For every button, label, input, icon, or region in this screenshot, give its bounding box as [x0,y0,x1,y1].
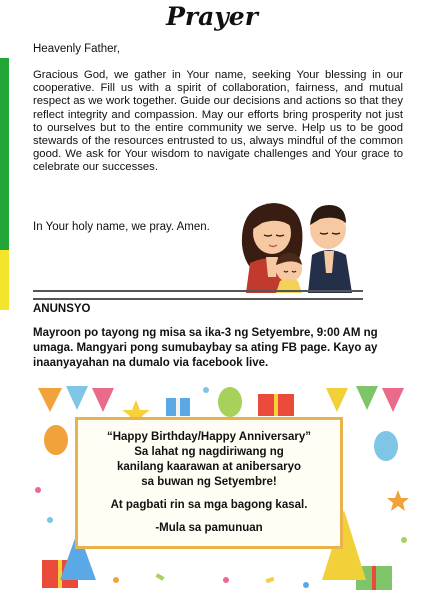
yellow-side-stripe [0,250,9,310]
greeting-text [78,430,340,490]
greeting-line-4: sa buwan ng Setyembre! [141,476,277,488]
wedding-wish: At pagbati rin sa mga bagong kasal. [110,499,308,511]
greeting-card [75,417,343,549]
greeting-signature: -Mula sa pamunuan [155,522,263,534]
praying-family-illustration [232,193,364,293]
page-title: Prayer [166,2,258,31]
greeting-line-2: Sa lahat ng nagdiriwang ng [134,446,284,458]
child-figure [276,253,302,293]
prayer-closing: In Your holy name, we pray. Amen. [33,221,210,233]
greeting-line-3: kanilang kaarawan at anibersaryo [116,461,302,473]
prayer-salutation: Heavenly Father, [33,43,120,55]
father-figure [308,205,352,293]
prayer-body: Gracious God, we gather in Your name, seeking Your blessing in our cooperative. Fill us with a spirit of collaboration, fairness, and mutual respect as we work together. Guide our decisions and actions so that they reflect integrity and compassion. May our efforts bring prosperity not just to ourselves but to the entire community we serve. Help us to be good stewards of the resources entrusted to us, always mindful of the common good. We ask for Your wisdom to navigate challenges and Your grace to celebrate our successes. [33,69,403,174]
greeting-line-1: “Happy Birthday/Happy Anniversary” [106,431,312,443]
section-divider [33,290,363,300]
announcement-body: Mayroon po tayong ng misa sa ika-3 ng Setyembre, 9:00 AM ng umaga. Mangyari pong sumubaybay sa ating FB page. Kayo ay inaanyayahan na dumalo via facebook live. [33,327,378,369]
announcement-title: ANUNSYO [33,303,91,315]
